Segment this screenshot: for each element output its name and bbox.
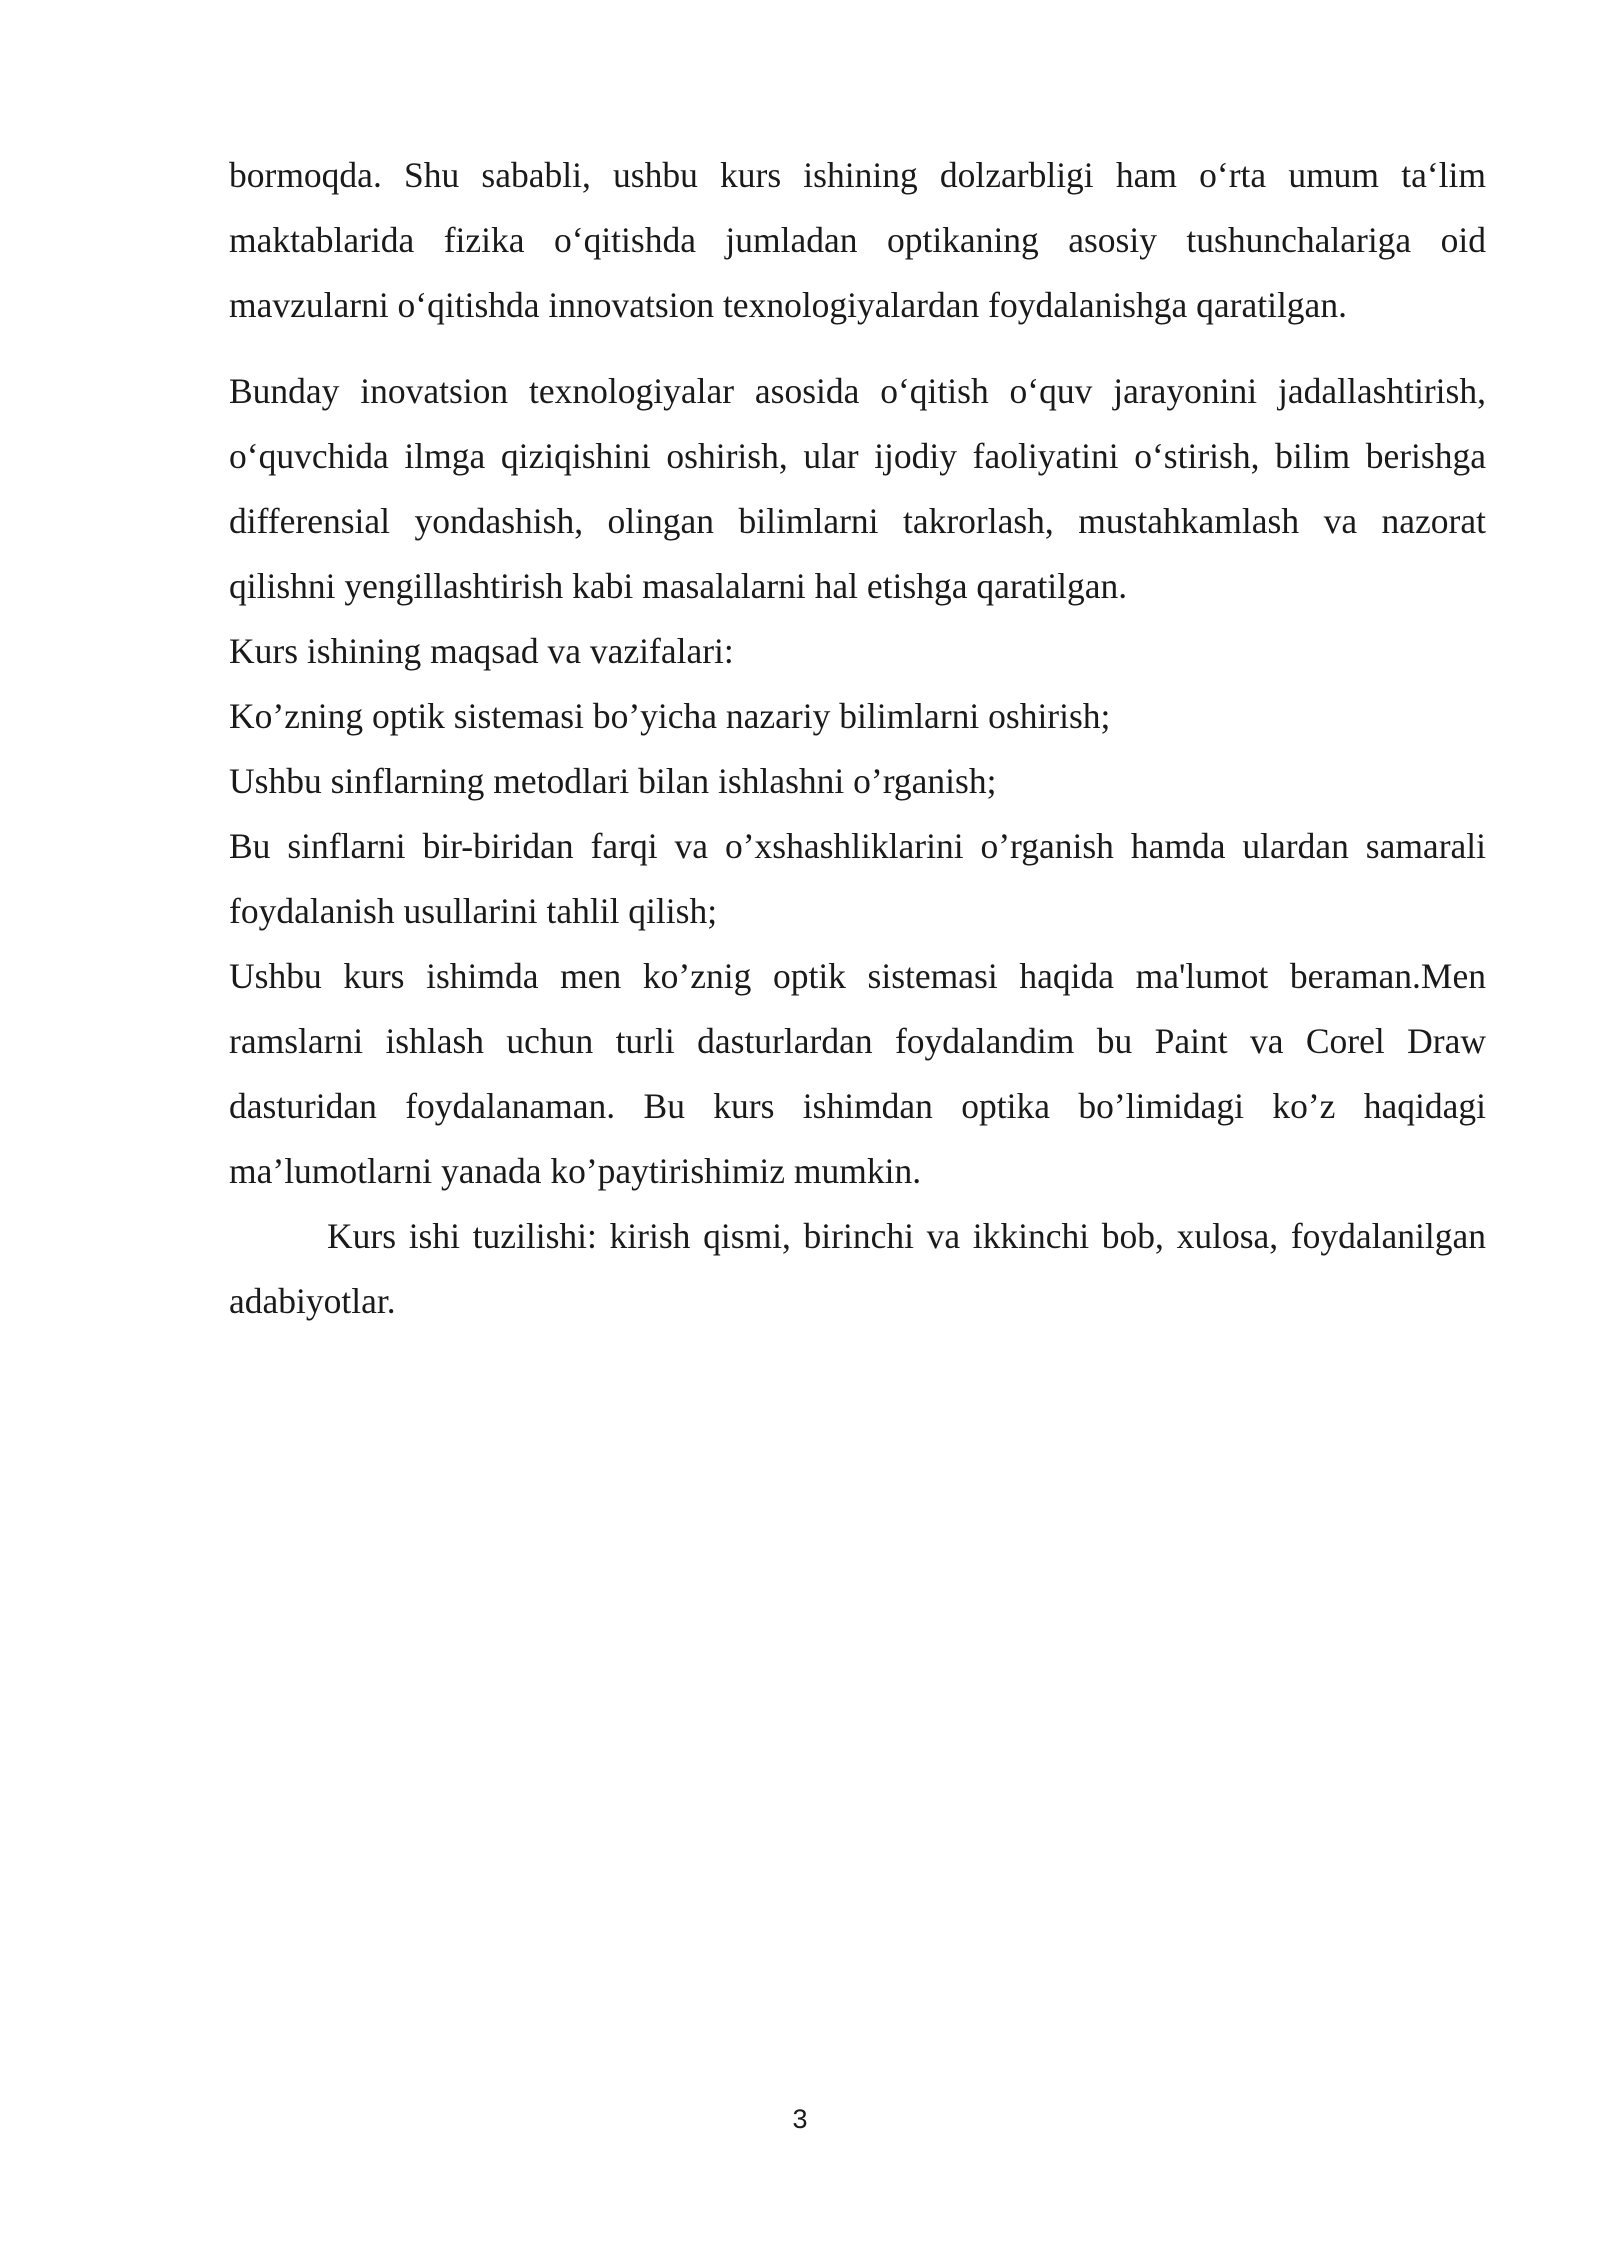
relevance-paragraph: bormoqda. Shu sababli, ushbu kurs ishining dolzarbligi ham o‘rta umum ta‘lim maktablarida fizika o‘qitishda jumladan optikaning asosiy tushunchalariga oid mavzularni o‘qitishda innovatsion texnologiyalardan foydalanishga qaratilgan. [229, 155, 1486, 325]
goal-item: Ko’zning optik sistemasi bo’yicha nazariy bilimlarni oshirish; [229, 696, 1111, 736]
goals-heading: Kurs ishining maqsad va vazifalari: [229, 631, 734, 671]
page-number: 3 [792, 2104, 808, 2134]
goal-item: Ushbu kurs ishimda men ko’znig optik sistemasi haqida ma'lumot beraman.Men ramslarni ishlash uchun turli dasturlardan foydalandim bu Paint va Corel Draw dasturidan foydalanaman. Bu kurs ishimdan optika bo’limidagi ko’z haqidagi ma’lumotlarni yanada ko’paytirishimiz mumkin. [229, 956, 1486, 1191]
structure-paragraph: Kurs ishi tuzilishi: kirish qismi, birinchi va ikkinchi bob, xulosa, foydalanilgan adabiyotlar. [229, 1216, 1486, 1321]
innovation-paragraph: Bunday inovatsion texnologiyalar asosida o‘qitish o‘quv jarayonini jadallashtirish, o‘quvchida ilmga qiziqishini oshirish, ular ijodiy faoliyatini o‘stirish, bilim berishga differensial yondashish, olingan bilimlarni takrorlash, mustahkamlash va nazorat qilishni yengillashtirish kabi masalalarni hal etishga qaratilgan. [229, 371, 1486, 606]
document-body [229, 143, 1486, 1334]
goal-item: Bu sinflarni bir-biridan farqi va o’xshashliklarini o’rganish hamda ulardan samarali foydalanish usullarini tahlil qilish; [229, 826, 1486, 931]
goal-item: Ushbu sinflarning metodlari bilan ishlashni o’rganish; [229, 761, 997, 801]
